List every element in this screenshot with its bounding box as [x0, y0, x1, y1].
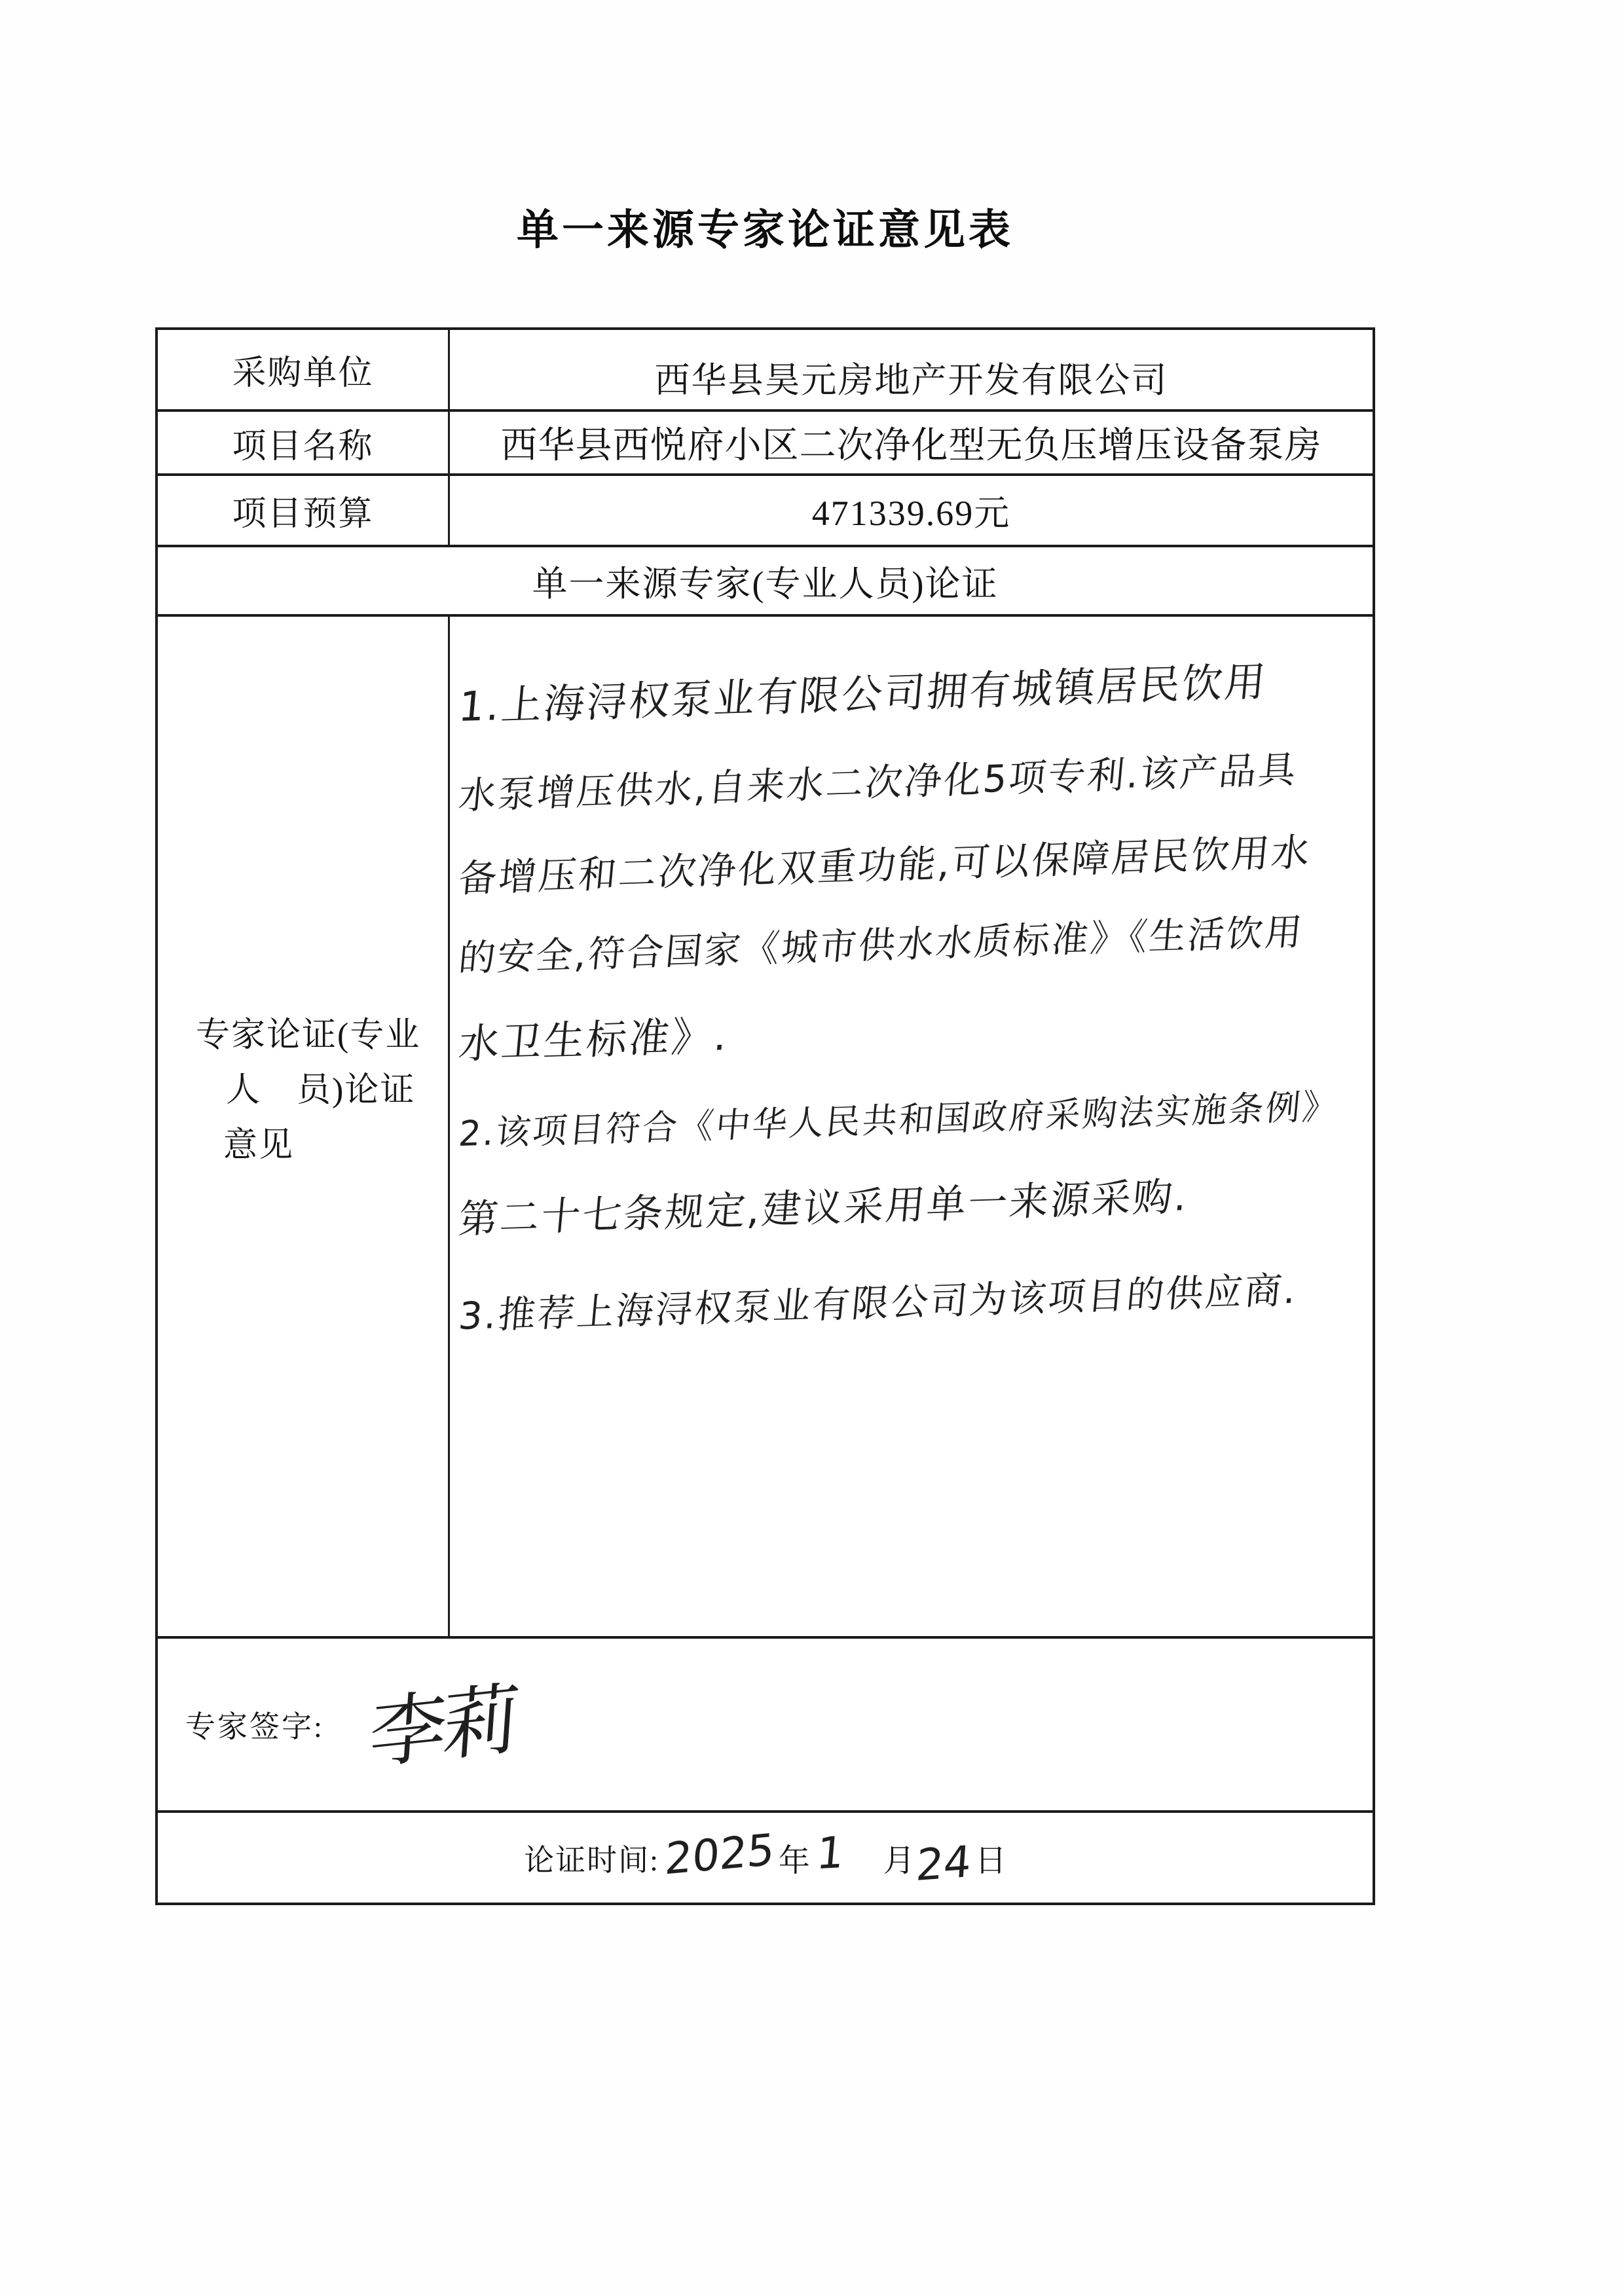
handwritten-line: 第二十七条规定,建议采用单一来源采购. — [456, 1173, 1191, 1243]
opinion-row — [158, 617, 1373, 1639]
handwritten-line: 2.该项目符合《中华人民共和国政府采购法实施条例》 — [456, 1086, 1341, 1155]
section-header-row — [158, 547, 1373, 617]
handwritten-day: 24 — [914, 1836, 973, 1891]
day-unit: 日 — [974, 1844, 1006, 1878]
opinion-content — [450, 617, 1373, 1636]
year-unit: 年 — [778, 1844, 810, 1878]
date-label: 论证时间: — [524, 1843, 659, 1877]
handwritten-month: 1 — [814, 1827, 847, 1879]
table-row-purchaser — [158, 330, 1373, 412]
page-title: 单一来源专家论证意见表 — [517, 207, 1014, 253]
section-header-text: 单一来源专家(专业人员)论证 — [532, 564, 999, 604]
handwritten-line: 3.推荐上海浔权泵业有限公司为该项目的供应商. — [456, 1268, 1300, 1339]
purchaser-value: 西华县昊元房地产开发有限公司 — [654, 361, 1168, 400]
table-row-budget — [158, 476, 1373, 547]
handwritten-year: 2025 — [663, 1823, 776, 1885]
handwritten-line: 备增压和二次净化双重功能,可以保障居民饮用水 — [456, 829, 1314, 902]
budget-value: 471339.69元 — [811, 494, 1011, 533]
project-name-label: 项目名称 — [158, 412, 450, 473]
signature-row — [158, 1639, 1373, 1813]
signature-label: 专家签字: — [185, 1710, 324, 1743]
opinion-label-line: 人 员)论证 — [226, 1072, 416, 1109]
expert-handwritten-signature: 李莉 — [366, 1673, 519, 1780]
budget-label: 项目预算 — [158, 476, 450, 545]
opinion-label-line: 意见 — [223, 1127, 295, 1164]
date-row — [158, 1813, 1373, 1903]
handwritten-line: 1.上海浔权泵业有限公司拥有城镇居民饮用 — [456, 657, 1270, 731]
opinion-label-line: 专家论证(专业 — [196, 1017, 421, 1054]
form-table — [155, 327, 1375, 1905]
handwritten-line: 水卫生标准》. — [456, 1011, 731, 1068]
handwritten-line: 的安全,符合国家《城市供水水质标准》《生活饮用 — [456, 911, 1306, 981]
purchaser-label: 采购单位 — [158, 330, 450, 409]
project-name-value: 西华县西悦府小区二次净化型无负压增压设备泵房 — [500, 426, 1322, 466]
month-unit: 月 — [883, 1844, 915, 1878]
table-row-project-name — [158, 412, 1373, 476]
opinion-label — [158, 617, 450, 1636]
handwritten-line: 水泵增压供水,自来水二次净化5项专利.该产品具 — [456, 748, 1300, 818]
